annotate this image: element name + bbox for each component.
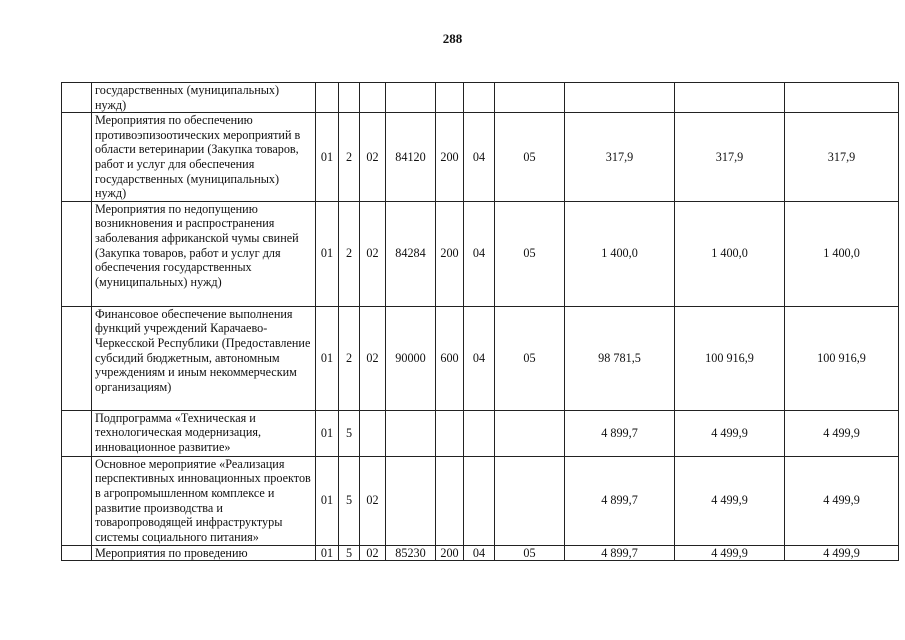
code-event bbox=[360, 83, 386, 113]
amount-year-2: 4 499,9 bbox=[675, 410, 785, 456]
blank-cell bbox=[62, 545, 92, 561]
blank-cell bbox=[62, 113, 92, 202]
code-ministry: 01 bbox=[316, 113, 339, 202]
code-section: 04 bbox=[464, 545, 495, 561]
code-direction: 84120 bbox=[386, 113, 436, 202]
table-row bbox=[62, 306, 899, 410]
amount-year-1: 317,9 bbox=[565, 113, 675, 202]
amount-year-3 bbox=[785, 83, 899, 113]
code-subsection: 05 bbox=[495, 306, 565, 410]
table-row bbox=[62, 410, 899, 456]
amount-year-1: 4 899,7 bbox=[565, 456, 675, 545]
code-subsection: 05 bbox=[495, 545, 565, 561]
amount-year-1 bbox=[565, 83, 675, 113]
code-event: 02 bbox=[360, 545, 386, 561]
code-event: 02 bbox=[360, 456, 386, 545]
amount-year-1: 4 899,7 bbox=[565, 410, 675, 456]
code-event: 02 bbox=[360, 113, 386, 202]
amount-year-3: 317,9 bbox=[785, 113, 899, 202]
code-direction: 90000 bbox=[386, 306, 436, 410]
amount-year-3: 100 916,9 bbox=[785, 306, 899, 410]
row-description: Мероприятия по обеспечению противоэпизоотических мероприятий в области ветеринарии (Закупка товаров, работ и услуг для обеспечения государственных (муниципальных) нужд) bbox=[92, 113, 316, 202]
code-expense-type: 600 bbox=[436, 306, 464, 410]
amount-year-1: 1 400,0 bbox=[565, 201, 675, 306]
code-event: 02 bbox=[360, 306, 386, 410]
code-program bbox=[339, 83, 360, 113]
row-description: Мероприятия по недопущению возникновения и распространения заболевания африканской чумы свиней (Закупка товаров, работ и услуг для обеспечения государственных (муниципальных) нужд) bbox=[92, 201, 316, 306]
code-section bbox=[464, 83, 495, 113]
code-subsection: 05 bbox=[495, 201, 565, 306]
code-ministry: 01 bbox=[316, 306, 339, 410]
amount-year-2 bbox=[675, 83, 785, 113]
code-program: 2 bbox=[339, 201, 360, 306]
row-description: Основное мероприятие «Реализация перспективных инновационных проектов в агропромышленном комплексе и развитие производства и товаропроводящей инфраструктуры системы социального питания» bbox=[92, 456, 316, 545]
table-row bbox=[62, 113, 899, 202]
code-program: 2 bbox=[339, 306, 360, 410]
amount-year-2: 4 499,9 bbox=[675, 545, 785, 561]
code-direction: 84284 bbox=[386, 201, 436, 306]
code-direction bbox=[386, 410, 436, 456]
code-expense-type bbox=[436, 410, 464, 456]
code-section bbox=[464, 410, 495, 456]
amount-year-2: 317,9 bbox=[675, 113, 785, 202]
code-subsection bbox=[495, 410, 565, 456]
code-section bbox=[464, 456, 495, 545]
code-ministry: 01 bbox=[316, 545, 339, 561]
code-program: 5 bbox=[339, 545, 360, 561]
amount-year-3: 4 499,9 bbox=[785, 410, 899, 456]
code-event: 02 bbox=[360, 201, 386, 306]
table-row bbox=[62, 456, 899, 545]
blank-cell bbox=[62, 306, 92, 410]
budget-table bbox=[61, 82, 899, 561]
code-subsection bbox=[495, 83, 565, 113]
code-ministry: 01 bbox=[316, 410, 339, 456]
amount-year-2: 100 916,9 bbox=[675, 306, 785, 410]
code-ministry: 01 bbox=[316, 456, 339, 545]
code-expense-type: 200 bbox=[436, 545, 464, 561]
code-subsection: 05 bbox=[495, 113, 565, 202]
amount-year-3: 4 499,9 bbox=[785, 456, 899, 545]
code-program: 5 bbox=[339, 410, 360, 456]
code-ministry bbox=[316, 83, 339, 113]
amount-year-3: 4 499,9 bbox=[785, 545, 899, 561]
code-expense-type bbox=[436, 456, 464, 545]
code-section: 04 bbox=[464, 306, 495, 410]
row-description: государственных (муниципальных) нужд) bbox=[92, 83, 316, 113]
page-number: 288 bbox=[442, 31, 463, 46]
code-direction: 85230 bbox=[386, 545, 436, 561]
blank-cell bbox=[62, 410, 92, 456]
code-program: 5 bbox=[339, 456, 360, 545]
code-expense-type: 200 bbox=[436, 201, 464, 306]
amount-year-3: 1 400,0 bbox=[785, 201, 899, 306]
row-description: Мероприятия по проведению bbox=[92, 545, 316, 561]
code-event bbox=[360, 410, 386, 456]
code-program: 2 bbox=[339, 113, 360, 202]
amount-year-2: 4 499,9 bbox=[675, 456, 785, 545]
blank-cell bbox=[62, 201, 92, 306]
blank-cell bbox=[62, 83, 92, 113]
table-row bbox=[62, 545, 899, 561]
table-row bbox=[62, 201, 899, 306]
code-direction bbox=[386, 83, 436, 113]
code-expense-type: 200 bbox=[436, 113, 464, 202]
table-row bbox=[62, 83, 899, 113]
code-direction bbox=[386, 456, 436, 545]
code-section: 04 bbox=[464, 113, 495, 202]
code-subsection bbox=[495, 456, 565, 545]
amount-year-1: 98 781,5 bbox=[565, 306, 675, 410]
blank-cell bbox=[62, 456, 92, 545]
row-description: Финансовое обеспечение выполнения функций учреждений Карачаево-Черкесской Республики (Предоставление субсидий бюджетным, автономным учреждениям и иным некоммерческим организациям) bbox=[92, 306, 316, 410]
amount-year-1: 4 899,7 bbox=[565, 545, 675, 561]
amount-year-2: 1 400,0 bbox=[675, 201, 785, 306]
code-ministry: 01 bbox=[316, 201, 339, 306]
code-expense-type bbox=[436, 83, 464, 113]
code-section: 04 bbox=[464, 201, 495, 306]
row-description: Подпрограмма «Техническая и технологическая модернизация, инновационное развитие» bbox=[92, 410, 316, 456]
